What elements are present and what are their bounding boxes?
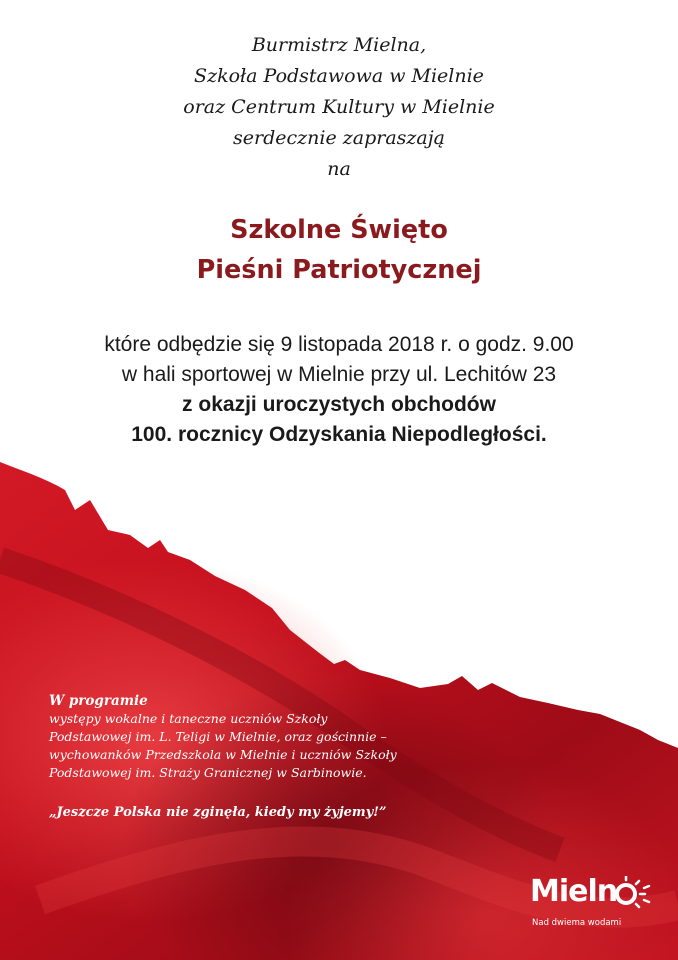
intro-line-4: serdecznie zapraszają: [233, 127, 445, 149]
event-occasion-line-1: z okazji uroczystych obchodów: [182, 393, 496, 416]
anthem-quote: „Jeszcze Polska nie zginęła, kiedy my żyjemy!”: [49, 805, 387, 820]
event-occasion-line-2: 100. rocznicy Odzyskania Niepodległości.: [131, 423, 547, 446]
logo-wordmark: Mieln: [530, 874, 618, 909]
program-section: [49, 692, 419, 822]
event-venue-line: w hali sportowej w Mielnie przy ul. Lechitów 23: [121, 363, 557, 386]
mielno-logo: [524, 870, 664, 930]
event-title-line-1: Szkolne Święto: [230, 215, 448, 245]
program-line: występy wokalne i taneczne uczniów Szkoły: [49, 711, 328, 726]
program-line: wychowanków Przedszkola w Mielnie i uczniów Szkoły: [49, 747, 397, 762]
event-date-line: które odbędzie się 9 listopada 2018 r. o godz. 9.00: [104, 333, 574, 356]
logo-tagline: Nad dwiema wodami: [532, 918, 622, 928]
intro-line-3: oraz Centrum Kultury w Mielnie: [183, 96, 495, 118]
event-details: [0, 330, 678, 450]
event-title-line-2: Pieśni Patriotycznej: [196, 255, 482, 285]
program-heading: W programie: [49, 693, 148, 709]
program-line: Podstawowej im. L. Teligi w Mielnie, oraz gościnnie –: [49, 729, 387, 744]
event-title: [0, 210, 678, 290]
intro-line-5: na: [327, 158, 351, 180]
program-line: Podstawowej im. Straży Granicznej w Sarbinowie.: [49, 765, 367, 780]
invitation-intro: [0, 30, 678, 185]
sun-icon: [612, 876, 652, 916]
intro-line-1: Burmistrz Mielna,: [251, 34, 427, 56]
intro-line-2: Szkoła Podstawowa w Mielnie: [194, 65, 484, 87]
